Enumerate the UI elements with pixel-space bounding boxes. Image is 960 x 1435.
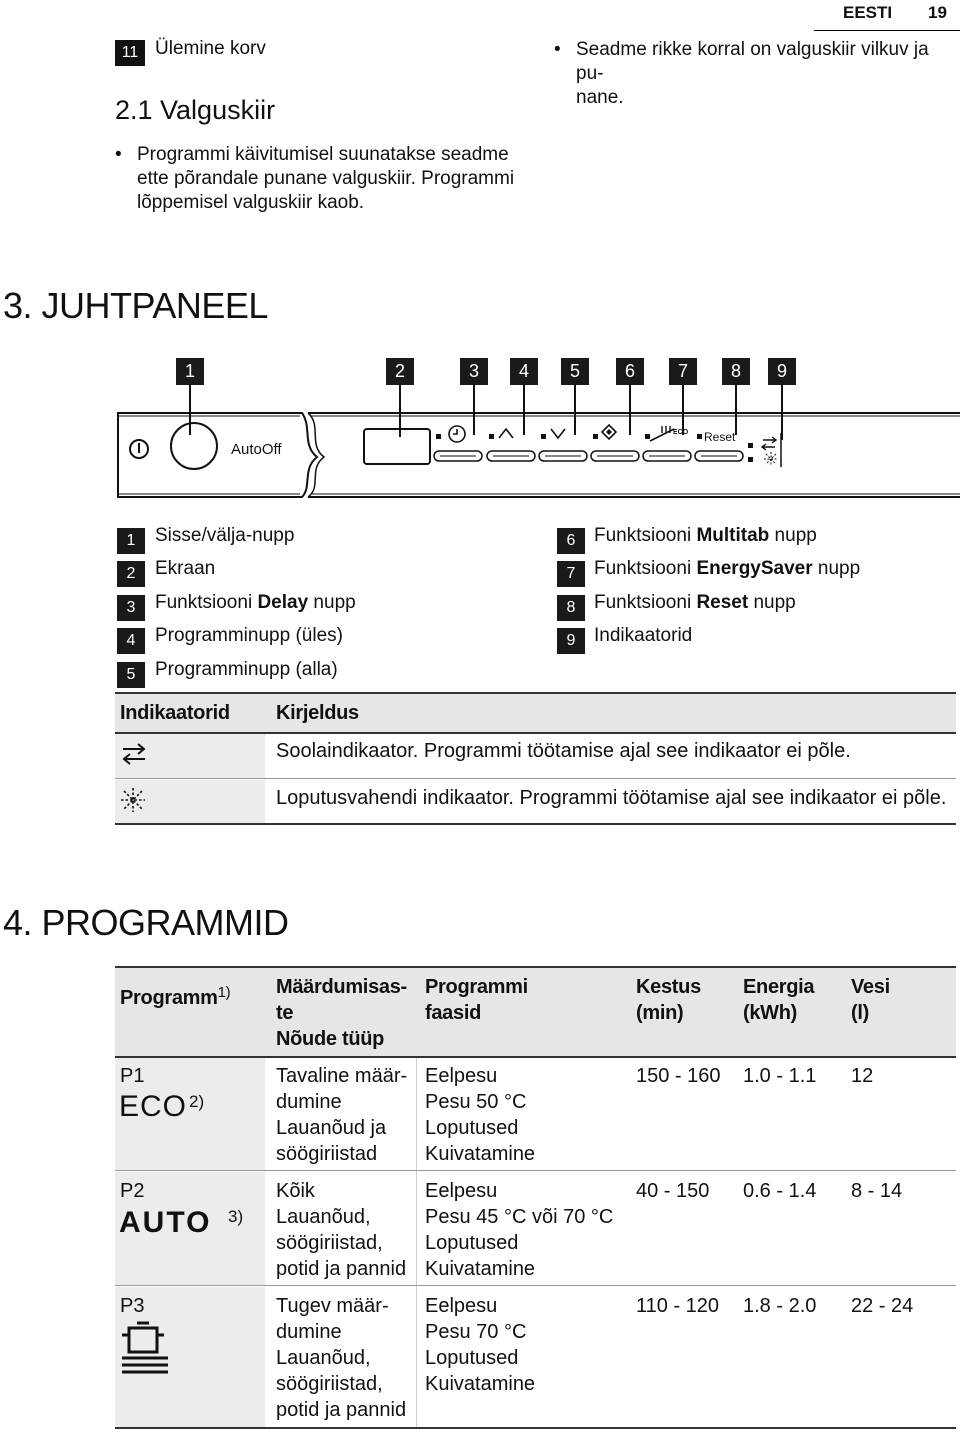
energy-cell: 1.8 - 2.0 (743, 1295, 817, 1317)
soil-cell (276, 1063, 407, 1167)
bullet-dot: • (554, 39, 561, 60)
legend-num: 2 (117, 561, 145, 587)
callout-1: 1 (176, 358, 204, 385)
bullet-right (554, 38, 956, 110)
legend-text: Programminupp (üles) (155, 625, 343, 646)
multitab-icon (598, 422, 620, 444)
item-11-label: Ülemine korv (155, 38, 266, 59)
program-col-header (120, 980, 230, 1011)
legend-num: 6 (557, 528, 585, 554)
header-line: Määrdumisas- (276, 976, 407, 998)
cell-line: Eelpesu (425, 1295, 498, 1317)
section-title-juhtpaneel: 3. JUHTPANEEL (3, 285, 268, 326)
legend-text-bold: Delay (257, 592, 309, 613)
phases-cell (425, 1178, 613, 1282)
programs-table-header (115, 968, 956, 1056)
soil-cell (276, 1178, 406, 1282)
footnote-ref: 1) (217, 984, 231, 1001)
table-rule (115, 778, 956, 779)
cell-line: potid ja pannid (276, 1399, 407, 1421)
legend-text-post: nupp (812, 558, 861, 579)
cell-line: Kuivatamine (425, 1143, 536, 1165)
bullet-dot: • (115, 144, 122, 165)
duration-cell: 40 - 150 (636, 1180, 710, 1202)
header-line: Programmi (425, 976, 528, 998)
description-col-header: Kirjeldus (276, 702, 359, 724)
header-language: EESTI (843, 3, 893, 22)
duration-cell: 110 - 120 (636, 1295, 720, 1317)
energy-col-header (743, 974, 814, 1026)
cell-line: Tugev määr- (276, 1295, 389, 1317)
program-id: P3 (120, 1295, 145, 1317)
legend-text-bold: Reset (696, 592, 749, 613)
cell-line: Kuivatamine (425, 1373, 536, 1395)
cell-line: Kõik (276, 1180, 315, 1202)
legend-text-post: nupp (748, 592, 796, 613)
soil-cell (276, 1293, 406, 1423)
water-col-header (851, 974, 890, 1026)
legend-num: 4 (117, 628, 145, 654)
callout-6: 6 (616, 358, 644, 385)
program-id: P1 (120, 1065, 145, 1087)
intensive-pot-icon (119, 1320, 171, 1374)
column-separator (416, 1058, 417, 1427)
header-line: (min) (636, 1002, 684, 1024)
program-down-icon (548, 425, 568, 441)
bullet-right-line: Seadme rikke korral on valguskiir vilkuv ja pu- (576, 39, 929, 84)
section-title-valguskiir: 2.1 Valguskiir (115, 95, 276, 125)
cell-line: Eelpesu (425, 1065, 498, 1087)
callout-5: 5 (561, 358, 589, 385)
bullet-right-line: nane. (576, 87, 624, 108)
legend-text (594, 525, 817, 547)
indicator-table-header (115, 694, 956, 732)
rinse-aid-indicator-icon (762, 450, 780, 468)
legend-text-bold: Multitab (696, 525, 770, 546)
cell-line: söögiriistad (276, 1143, 378, 1165)
legend-text-post: nupp (769, 525, 817, 546)
header-line: faasid (425, 1002, 482, 1024)
indicator-row-text: Loputusvahendi indikaator. Programmi töötamise ajal see indikaator ei põle. (276, 787, 947, 809)
indicator-row-text: Soolaindikaator. Programmi töötamise ajal see indikaator ei põle. (276, 740, 851, 762)
table-rule (115, 1285, 956, 1286)
page-number: 19 (928, 3, 947, 22)
energy-cell: 1.0 - 1.1 (743, 1065, 817, 1087)
header-line: (kWh) (743, 1002, 798, 1024)
autooff-label: AutoOff (231, 441, 282, 458)
power-symbol-icon (127, 437, 151, 461)
cell-line: Eelpesu (425, 1180, 498, 1202)
cell-line: dumine (276, 1091, 342, 1113)
cell-line: söögiriistad, (276, 1232, 383, 1254)
header-line: Kestus (636, 976, 701, 998)
legend-num: 8 (557, 595, 585, 621)
cell-line: Loputused (425, 1117, 519, 1139)
program-up-icon (496, 425, 516, 441)
cell-line: Lauanõud, (276, 1206, 371, 1228)
cell-line: Pesu 50 °C (425, 1091, 527, 1113)
phases-col-header (425, 974, 528, 1026)
cell-line: Lauanõud ja (276, 1117, 387, 1139)
program-id: P2 (120, 1180, 145, 1202)
legend-text-pre: Funktsiooni (594, 592, 697, 613)
eco-logo: ECO (119, 1090, 188, 1123)
auto-logo: AUTO (119, 1206, 212, 1239)
cell-line: Pesu 45 °C või 70 °C (425, 1206, 614, 1228)
water-cell: 8 - 14 (851, 1180, 903, 1202)
callout-9: 9 (768, 358, 796, 385)
program-col-header-text: Programm (120, 987, 218, 1009)
footnote-ref: 2) (189, 1092, 205, 1111)
bullet-left-line: ette põrandale punane valguskiir. Programmi (137, 168, 515, 189)
footnote-ref: 3) (228, 1207, 244, 1226)
callout-3: 3 (460, 358, 488, 385)
delay-clock-icon (446, 422, 470, 444)
cell-line: söögiriistad, (276, 1373, 383, 1395)
legend-num: 3 (117, 595, 145, 621)
bullet-left (115, 143, 537, 215)
legend-text-post: nupp (308, 592, 356, 613)
eco-mini-label: ECO (673, 429, 689, 436)
section-title-programmid: 4. PROGRAMMID (3, 902, 289, 943)
legend-num: 1 (117, 528, 145, 554)
reset-label: Reset (704, 430, 736, 444)
power-button[interactable] (170, 422, 218, 470)
duration-cell: 150 - 160 (636, 1065, 721, 1087)
item-11-badge: 11 (115, 40, 145, 66)
cell-line: Kuivatamine (425, 1258, 536, 1280)
water-cell: 22 - 24 (851, 1295, 914, 1317)
water-cell: 12 (851, 1065, 874, 1087)
bullet-left-line: lõppemisel valguskiir kaob. (137, 192, 365, 213)
cell-line: Lauanõud, (276, 1347, 371, 1369)
callout-2: 2 (386, 358, 414, 385)
legend-text (594, 592, 796, 614)
legend-text: Programminupp (alla) (155, 659, 338, 680)
cell-line: potid ja pannid (276, 1258, 407, 1280)
callout-7: 7 (669, 358, 697, 385)
callout-8: 8 (722, 358, 750, 385)
bullet-left-line: Programmi käivitumisel suunatakse seadme (137, 144, 509, 165)
legend-text: Indikaatorid (594, 625, 693, 646)
cell-line: Tavaline määr- (276, 1065, 408, 1087)
table-rule (115, 1170, 956, 1171)
table-rule (115, 1427, 956, 1429)
soil-col-header (276, 974, 407, 1052)
phases-cell (425, 1063, 535, 1167)
header-line: (l) (851, 1002, 869, 1024)
energy-cell: 0.6 - 1.4 (743, 1180, 817, 1202)
duration-col-header (636, 974, 701, 1026)
legend-num: 7 (557, 561, 585, 587)
salt-indicator-icon (119, 740, 149, 768)
header-line: Energia (743, 976, 815, 998)
legend-num: 9 (557, 628, 585, 654)
callout-4: 4 (510, 358, 538, 385)
header-line: Vesi (851, 976, 890, 998)
legend-text-pre: Funktsiooni (594, 525, 697, 546)
legend-text: Ekraan (155, 558, 216, 579)
cell-line: Loputused (425, 1347, 519, 1369)
legend-text (594, 558, 860, 580)
legend-text: Sisse/välja-nupp (155, 525, 295, 546)
header-line: Nõude tüüp (276, 1028, 385, 1050)
legend-num: 5 (117, 662, 145, 688)
header-rule (814, 30, 960, 31)
cell-line: Pesu 70 °C (425, 1321, 527, 1343)
legend-text-bold: EnergySaver (696, 558, 813, 579)
cell-line: Loputused (425, 1232, 519, 1254)
indicator-col-header: Indikaatorid (120, 702, 230, 724)
legend-text (155, 592, 356, 614)
legend-text-pre: Funktsiooni (155, 592, 258, 613)
rinse-aid-indicator-icon (119, 786, 147, 814)
phases-cell (425, 1293, 535, 1397)
header-line: te (276, 1002, 294, 1024)
legend-text-pre: Funktsiooni (594, 558, 697, 579)
table-rule (115, 823, 956, 825)
cell-line: dumine (276, 1321, 342, 1343)
